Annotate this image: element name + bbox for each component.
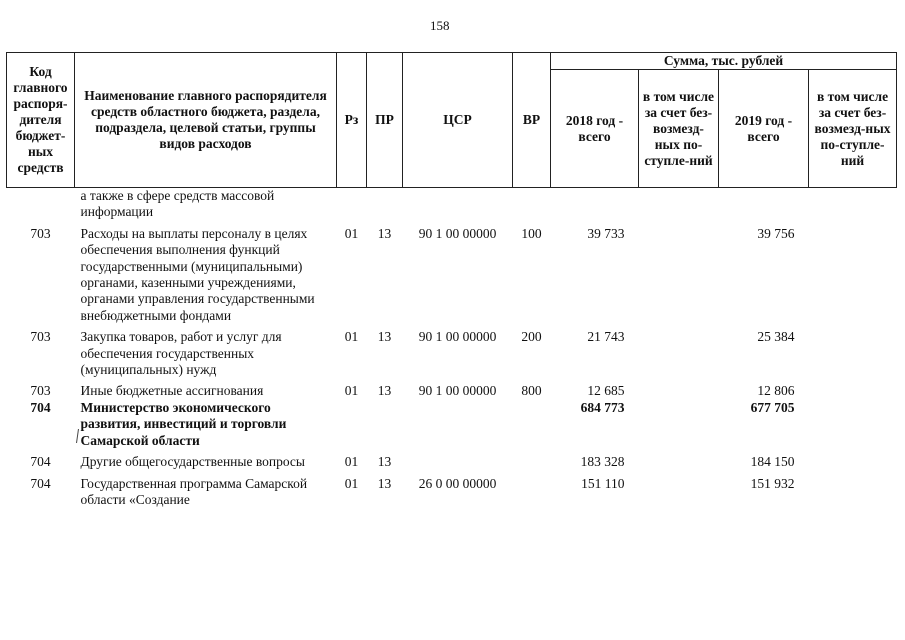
cell-csr: 90 1 00 00000: [418, 225, 497, 241]
cell-2019-free: [809, 221, 897, 324]
cell-rz: [337, 188, 367, 221]
header-2018-total: 2018 год - всего: [551, 70, 639, 188]
cell-csr: [403, 449, 513, 470]
cell-code: 703: [30, 329, 51, 345]
table-row: [7, 449, 897, 470]
cell-2019: 677 705: [750, 399, 795, 415]
cell-csr: 90 1 00 00000: [418, 383, 497, 399]
cell-pr: [367, 188, 403, 221]
cell-2018-free: [639, 449, 719, 470]
cell-vr: [513, 449, 551, 470]
cell-2018: 151 110: [581, 475, 625, 491]
cell-code: 704: [30, 454, 51, 470]
cell-name: Министерство экономического развития, инвестиций и торговли Самарской области: [80, 399, 287, 448]
cell-2019: 151 932: [750, 475, 795, 491]
cell-2018-free: [639, 378, 719, 399]
cell-pr: 13: [377, 383, 392, 399]
cell-2019: 12 806: [757, 383, 795, 399]
cell-2019: [719, 188, 809, 221]
cell-2018: 21 743: [587, 329, 625, 345]
table-row: [7, 378, 897, 399]
table-row: [7, 221, 897, 324]
cell-2018-free: [639, 400, 719, 449]
cell-name: Расходы на выплаты персоналу в целях обеспечения выполнения функций государственными (муниципальными) органами, казенными учреждениями, органами управления государственными внебюджетными фондами: [80, 225, 315, 323]
table-body: [7, 188, 897, 509]
cell-pr: 13: [377, 225, 392, 241]
cell-2019-free: [809, 471, 897, 509]
header-pr: ПР: [367, 53, 403, 188]
page-number: 158: [430, 18, 450, 33]
cell-2018: [551, 188, 639, 221]
header-2019-free: в том числе за счет без-возмезд-ных по-ступле-ний: [809, 70, 897, 188]
cell-rz: 01: [344, 475, 359, 491]
cell-2018-free: [639, 471, 719, 509]
cell-vr: [513, 188, 551, 221]
cell-rz: [337, 400, 367, 449]
header-csr: ЦСР: [403, 53, 513, 188]
cell-name: Другие общегосударственные вопросы: [80, 454, 305, 470]
cell-csr: 26 0 00 00000: [418, 475, 497, 491]
cell-pr: [367, 400, 403, 449]
cell-2019: 184 150: [750, 454, 795, 470]
cell-2018: 12 685: [587, 383, 625, 399]
cell-vr: [513, 471, 551, 509]
header-2019-total: 2019 год - всего: [719, 70, 809, 188]
cell-rz: 01: [344, 454, 359, 470]
table-header: [7, 53, 897, 188]
cell-csr: 90 1 00 00000: [418, 329, 497, 345]
header-name: Наименование главного распорядителя средств областного бюджета, раздела, подраздела, целевой статьи, группы видов расходов: [75, 53, 337, 188]
cell-code: 703: [30, 225, 51, 241]
cell-2018: 39 733: [587, 225, 625, 241]
cell-vr: 200: [521, 329, 542, 345]
cell-2019-free: [809, 400, 897, 449]
header-2018-free: в том числе за счет без-возмезд-ных по-ступле-ний: [639, 70, 719, 188]
header-code: Код главного распоря-дителя бюджет-ных средств: [7, 53, 75, 188]
cell-2019: 39 756: [757, 225, 795, 241]
cell-pr: 13: [377, 329, 392, 345]
budget-table: [6, 52, 897, 508]
header-sum: Сумма, тыс. рублей: [551, 53, 897, 70]
cell-2018-free: [639, 188, 719, 221]
cell-2019-free: [809, 324, 897, 378]
cell-pr: 13: [377, 475, 392, 491]
cell-rz: 01: [344, 383, 359, 399]
cell-2018: 684 773: [580, 399, 625, 415]
cell-name: Государственная программа Самарской области «Создание: [80, 475, 308, 507]
cell-name: Иные бюджетные ассигнования: [80, 383, 264, 399]
cell-2018-free: [639, 221, 719, 324]
cell-csr: [403, 400, 513, 449]
cell-vr: 800: [521, 383, 542, 399]
cell-2018-free: [639, 324, 719, 378]
cell-pr: 13: [377, 454, 392, 470]
cell-2018: 183 328: [580, 454, 625, 470]
header-vr: ВР: [513, 53, 551, 188]
cell-name: Закупка товаров, работ и услуг для обеспечения государственных (муниципальных) нужд: [80, 329, 282, 378]
cell-code: 704: [30, 475, 51, 491]
cell-code: 704: [30, 399, 51, 415]
header-rz: Рз: [337, 53, 367, 188]
cell-2019-free: [809, 449, 897, 470]
cell-2019: 25 384: [757, 329, 795, 345]
cell-2019-free: [809, 378, 897, 399]
cell-name: а также в сфере средств массовой информации: [80, 188, 275, 220]
cell-code: [7, 188, 75, 221]
cell-code: 703: [30, 383, 51, 399]
table-row: [7, 188, 897, 221]
table-row: [7, 471, 897, 509]
cell-rz: 01: [344, 225, 359, 241]
cell-csr: [403, 188, 513, 221]
table-row: [7, 400, 897, 449]
table-row: [7, 324, 897, 378]
cell-rz: 01: [344, 329, 359, 345]
cell-2019-free: [809, 188, 897, 221]
cell-vr: [513, 400, 551, 449]
cell-vr: 100: [521, 225, 542, 241]
